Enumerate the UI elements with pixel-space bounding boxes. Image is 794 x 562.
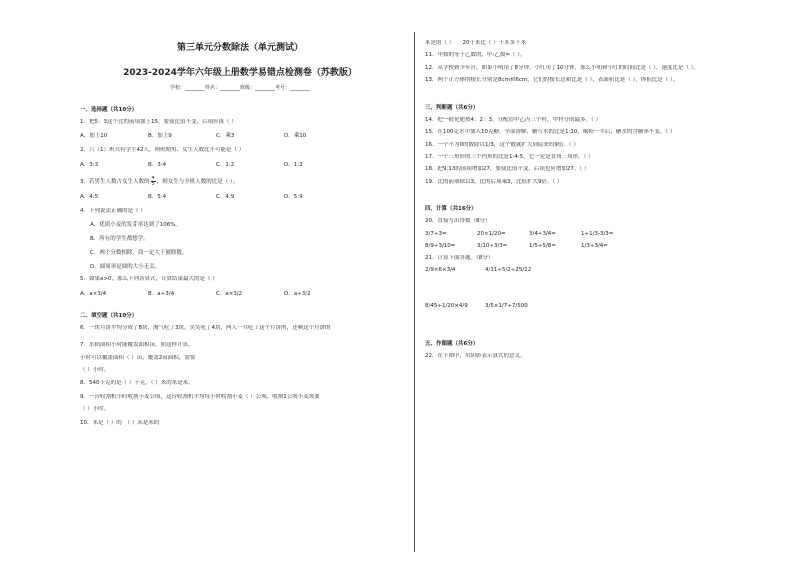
option: B．3:4 [148,161,167,168]
question-9-end: （ ）小时。 [80,406,110,413]
calc-row-4 [425,303,725,309]
option: C．a×3/2 [216,290,243,297]
q3-options [80,192,400,200]
option: D．5:9 [284,193,303,200]
calc-item: 3/4÷3/4= [529,230,556,237]
option: A．a×3/4 [80,290,107,297]
question-13: 13．两个正方体的棱长分别是8cm和6cm，它们的棱长总和比是（ ），表面积比是（ ），体积比是（ ）。 [425,77,679,84]
question-5: 5．如果a>0，那么下列各算式，计算结果最大的是（ ） [80,276,218,283]
question-1: 1．把5：3这个比的前项加上15，要使比值不变，后项应该（ ） [80,119,237,125]
page-title: 第三单元分数除法（单元测试） [176,43,303,53]
question-7-end: （ ）小时。 [80,366,110,373]
option: D．圆周率是圆的大小无关。 [90,264,161,271]
q3-text-b: ，则女生与全班人数的比是（ ）。 [156,178,239,185]
option: B．加上9 [148,133,172,140]
option: B．5:4 [148,193,167,200]
right-column [425,40,725,365]
student-info-line: 学校：________姓名：________班级：________考号：________ [169,85,310,91]
question-15: 15．在100克水中加入10克糖，全部溶解，糖与水的比是1:10，喝掉一半后，糖水的含糖率不变。（ ） [425,129,676,136]
question-10-cont: 米是的（ ） 20千米比（ ）千米多千米 [425,40,527,46]
q3-text-a: 3．若男生人数占女生人数的 [80,178,150,185]
calc-item: 3/7÷3= [425,230,447,237]
question-17: 17．一个三角形的三个内角的比是1:4:5，它一定是直角三角形。（ ） [425,153,594,160]
question-7-cont: 小时可以覆盖面积（ ）亩，覆盖2亩面积，需要 [80,354,196,361]
option: C．4:9 [216,193,235,200]
calc-item: 20×1/20= [477,230,506,237]
q5-options [80,289,400,297]
question-16: 16．一个不为0的数除以1/3，这个数就扩大到原来的9倍。（ ） [425,141,579,148]
option: A．优质小麦的发芽率达到了106%。 [90,222,181,229]
page-subtitle: 2023-2024学年六年级上册数学易错点检测卷（苏教版） [123,68,357,78]
option: C．乘3 [216,133,235,140]
option: D．a÷3/2 [284,290,311,297]
question-9: 9．一台收割机小时收割小麦公顷，这台收割机平均每小时收割小麦（ ）公顷，收割1公顷小麦需要 [80,393,320,400]
option: A．加上10 [80,133,108,140]
question-10: 10．米是（ ）的 （ ）米是米的 [80,419,160,426]
question-3 [80,176,400,187]
calc-item: 3/10÷3/3= [477,242,508,249]
q1-options [80,131,400,139]
option: B．a÷3/4 [148,290,175,297]
option: C．1:2 [216,161,235,168]
section-heading-judge: 三、判断题（共6分） [425,104,479,111]
left-column [80,40,400,432]
option: B．所有的学生都想学。 [90,236,149,243]
question-11: 11．甲数的等于乙数的，甲:乙数=（ ）。 [425,52,526,59]
question-20: 20．直接写出得数（8分） [425,218,491,225]
question-12: 12．从学校到少年宫，如果小明用了8分钟，小红用了10分钟，那么小明和小红的时间比是（ ），速度比是（ ）。 [425,64,699,71]
question-2: 2．六（1）班共有学生42人，则班期男、女生人数比不可能是（ ） [80,147,245,154]
section-heading-calc: 四、计算（共16分） [425,206,477,213]
option: D．乘10 [284,133,307,140]
calc-item: 8/45÷1/20×4/9 [425,303,468,310]
calc-item: 3/5×1/7÷7/500 [485,303,528,310]
section-heading-fill: 二、填空题（共10分） [80,312,138,319]
calc-item: 8/9÷3/10= [425,242,456,249]
calc-item: 1/3÷3/4= [581,242,608,249]
question-21: 21．计算下面各题。（8分） [425,254,494,261]
option: D．1:3 [284,161,303,168]
calc-item: 4/11÷5/2÷25/12 [485,267,532,274]
question-4: 4．下列说法正确的是（ ） [80,207,146,214]
fraction: $\frac{4}{5}$ [151,175,155,187]
calc-row-2 [425,243,725,249]
question-6: 6．一块月饼平均分成了8块，淘气吃了3块，笑笑吃了4块，两人一共吃了这个月饼的，还剩这个月饼的 [80,324,331,331]
calc-row-1 [425,231,725,237]
section-heading-choice: 一、选择题（共10分） [80,107,138,113]
question-14: 14．把一批化肥按4：2：3，分配给甲乙丙三个村，甲村分的最多。（ ） [425,116,601,123]
column-divider [414,32,415,552]
question-7: 7．水稻面积小时能覆盖面积亩，照这样计算， [80,342,194,349]
calc-row-3 [425,267,725,273]
calc-item: 1÷1/3-3/3= [581,230,614,237]
question-22: 22．在下图中，用阴影表示算式的意义。 [425,353,526,360]
section-heading-draw: 五、作图题（共6分） [425,341,479,348]
question-18: 18．把9:13的前项增加27，要使比值不变，后项也应增加27。（ ） [425,166,590,173]
calc-item: 2/9×6×3/4 [425,267,456,274]
option: C．两个分数相除，商一定大于被除数。 [90,250,188,257]
calc-item: 1/5÷5/8= [529,242,556,249]
option: A．3:3 [80,161,99,168]
q2-options [80,160,400,168]
question-8: 8．540千克的是（ ）千克，（ ）米的米是米。 [80,380,194,387]
question-19: 19．比的前项除以3，比的后项乘3，比值扩大9倍。（ ） [425,178,563,185]
option: A．4:5 [80,193,99,200]
